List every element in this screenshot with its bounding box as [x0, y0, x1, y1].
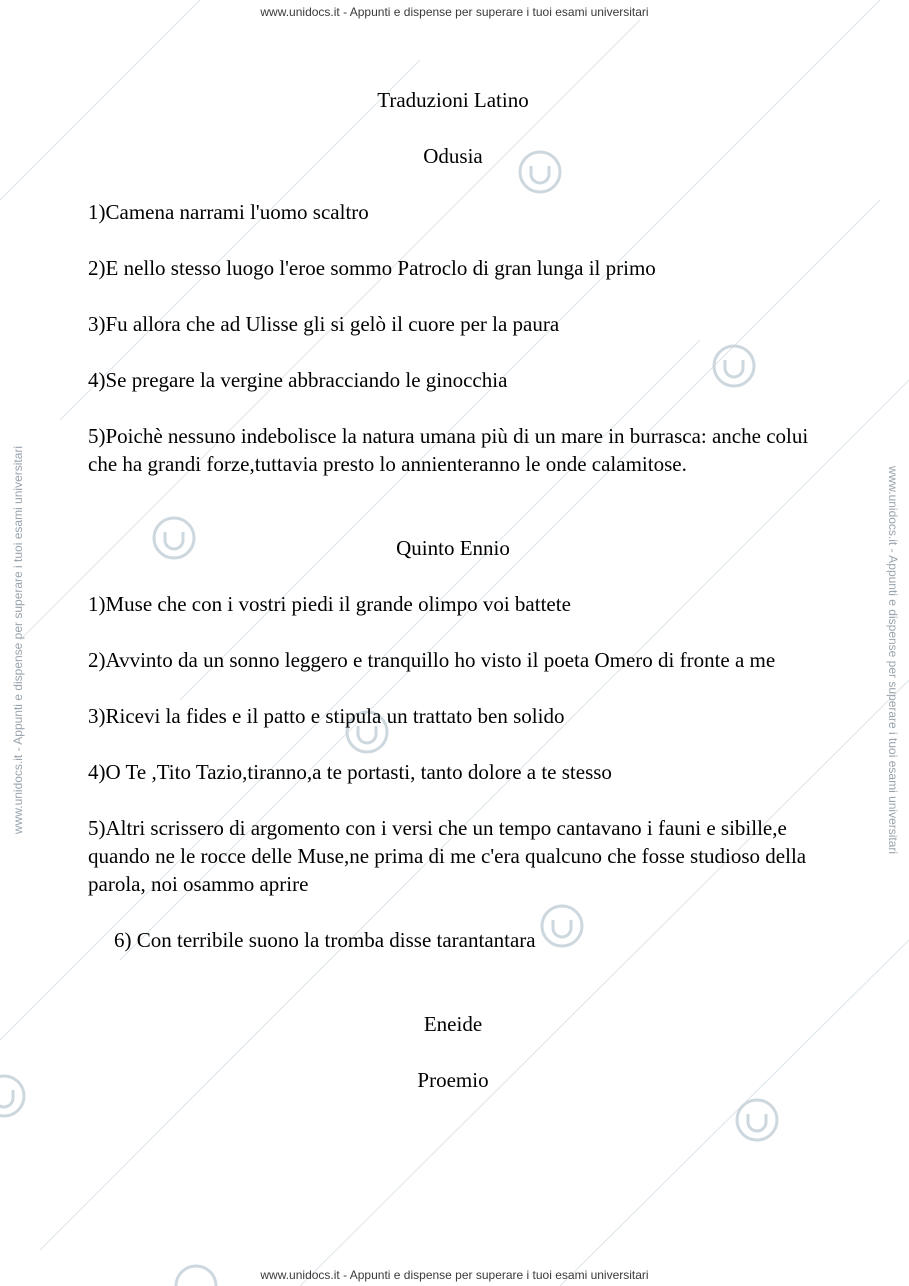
odusia-item-3: 3)Fu allora che ad Ulisse gli si gelò il cuore per la paura	[88, 312, 560, 336]
odusia-item-4: 4)Se pregare la vergine abbracciando le ginocchia	[88, 368, 508, 392]
right-side-watermark-text: www.unidocs.it - Appunti e dispense per superare i tuoi esami universitari	[886, 465, 900, 855]
ennio-item-6: 6) Con terribile suono la tromba disse tarantantara	[114, 928, 536, 952]
odusia-item-5: 5)Poichè nessuno indebolisce la natura umana più di un mare in burrasca: anche colui che ha grandi forze,tuttavia presto lo annienteranno le onde calamitose.	[88, 424, 809, 476]
footer-watermark-text: www.unidocs.it - Appunti e dispense per superare i tuoi esami universitari	[260, 1268, 649, 1282]
section-subheading-proemio: Proemio	[417, 1068, 489, 1092]
left-side-watermark-text: www.unidocs.it - Appunti e dispense per superare i tuoi esami universitari	[11, 445, 25, 835]
ennio-item-5: 5)Altri scrissero di argomento con i versi che un tempo cantavano i fauni e sibille,e quando ne le rocce delle Muse,ne prima di me c'era qualcuno che fosse studioso della parola, noi osammo aprire	[88, 816, 807, 896]
odusia-item-1: 1)Camena narrami l'uomo scaltro	[88, 200, 369, 224]
section-heading-odusia: Odusia	[423, 144, 483, 168]
ennio-item-1: 1)Muse che con i vostri piedi il grande olimpo voi battete	[88, 592, 571, 616]
section-heading-ennio: Quinto Ennio	[396, 536, 510, 560]
document-body	[88, 86, 818, 1094]
header-watermark-text: www.unidocs.it - Appunti e dispense per superare i tuoi esami universitari	[260, 5, 649, 19]
section-heading-eneide: Eneide	[423, 1012, 483, 1036]
document-title: Traduzioni Latino	[377, 88, 529, 112]
ennio-item-4: 4)O Te ,Tito Tazio,tiranno,a te portasti, tanto dolore a te stesso	[88, 760, 612, 784]
odusia-item-2: 2)E nello stesso luogo l'eroe sommo Patroclo di gran lunga il primo	[88, 256, 656, 280]
ennio-item-2: 2)Avvinto da un sonno leggero e tranquillo ho visto il poeta Omero di fronte a me	[88, 648, 776, 672]
ennio-item-3: 3)Ricevi la fides e il patto e stipula un trattato ben solido	[88, 704, 565, 728]
